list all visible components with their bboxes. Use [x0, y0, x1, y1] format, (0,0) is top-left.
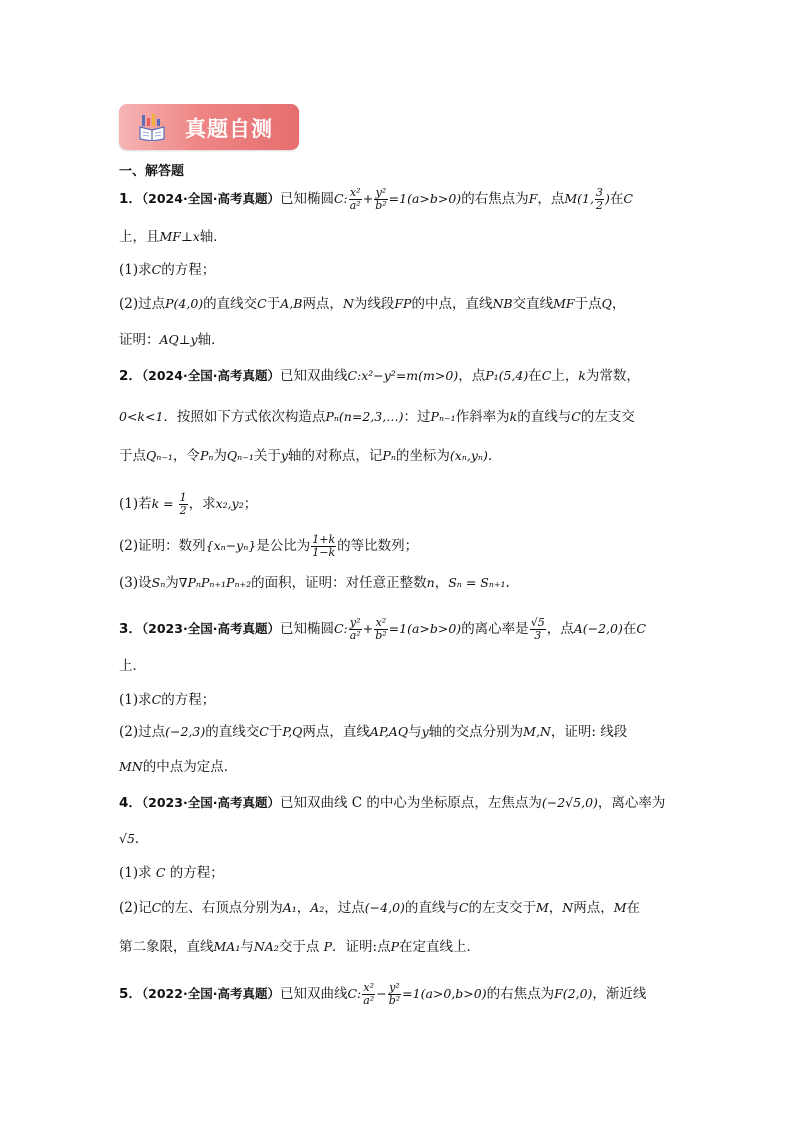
text-line [119, 793, 679, 813]
text-line [119, 656, 679, 676]
text-line [119, 617, 679, 642]
math-expression: (−2,3) [165, 724, 206, 739]
text-span: ：过 [403, 409, 431, 425]
denominator: 2 [179, 504, 187, 517]
denominator: b² [388, 994, 401, 1007]
text-span: 于点 [574, 296, 602, 312]
denominator: b² [375, 629, 387, 642]
text-span: 的等比数列； [337, 538, 419, 554]
text-span: ，点 [537, 191, 565, 207]
text-span: 于 [266, 296, 281, 312]
math-expression: y [421, 724, 429, 739]
math-expression: A(−2,0) [573, 621, 623, 636]
math-expression: =1(a>0,b>0) [402, 986, 487, 1001]
math-expression: A,B [280, 296, 303, 311]
text-span: ． [134, 831, 149, 847]
text-line [119, 722, 679, 742]
text-span: 于 [268, 724, 283, 740]
math-expression: =1(a>b>0) [388, 191, 462, 206]
math-expression: C [458, 900, 469, 915]
text-line [119, 492, 679, 517]
text-span: (3)设 [119, 575, 152, 591]
text-span: ，求 [188, 496, 216, 512]
numerator: x² [349, 186, 361, 199]
denominator: a² [349, 199, 361, 212]
text-span: 与 [408, 724, 422, 740]
text-span: 交于点 [278, 939, 324, 955]
math-expression: AQ⊥y [159, 332, 198, 347]
text-span: . [487, 448, 493, 464]
text-span: (2)过点 [119, 724, 166, 740]
problem-source: （2024·全国·高考真题） [141, 368, 280, 383]
text-span: 交直线 [512, 296, 554, 312]
text-span: 轴． [197, 332, 225, 348]
text-span: 作斜率为 [455, 409, 510, 425]
text-span: 轴． [199, 229, 227, 245]
text-span: 轴的对称点，记 [287, 448, 383, 464]
math-expression: MN [119, 759, 143, 774]
math-expression: + [362, 191, 374, 206]
math-expression: MF [553, 296, 575, 311]
math-expression: F(2,0) [554, 986, 593, 1001]
problem-number: 3． [119, 621, 142, 637]
text-span: . [505, 575, 510, 591]
math-expression: C [257, 296, 267, 311]
text-span: ，过点 [324, 900, 365, 916]
text-span: (2)证明：数列 [119, 538, 206, 554]
math-expression: C [151, 900, 162, 915]
text-line [119, 366, 679, 386]
book-chart-icon [139, 113, 165, 141]
math-expression: (xₙ,yₙ) [449, 448, 488, 463]
numerator: y² [389, 981, 400, 994]
math-expression: M [613, 900, 627, 915]
math-expression: Q [601, 296, 612, 311]
text-span: (1)求 [119, 865, 156, 881]
fraction [530, 617, 546, 642]
text-span: 第二象限，直线 [119, 939, 214, 955]
denominator: 3 [530, 629, 546, 642]
math-expression: M(1, [564, 191, 594, 206]
math-expression: ∇PₙPₙ₊₁Pₙ₊₂ [178, 575, 252, 590]
math-expression: AP,AQ [369, 724, 409, 739]
math-expression: NB [492, 296, 513, 311]
section-title-badge [119, 104, 299, 150]
text-line [119, 898, 679, 918]
text-span: 在定直线上． [399, 939, 481, 955]
text-span: 的直线交 [205, 724, 260, 740]
text-span: (2)过点 [119, 296, 166, 312]
text-span: 的左支交于 [468, 900, 536, 916]
math-expression: P [323, 939, 333, 954]
text-span: ； [243, 496, 258, 512]
text-span: 关于 [253, 448, 281, 464]
text-line [119, 294, 679, 314]
math-expression: Pₙ₋₁ [430, 409, 456, 424]
math-expression: Pₙ [199, 448, 214, 463]
problem-number: 1． [119, 191, 142, 207]
math-expression: Qₙ₋₁ [146, 448, 173, 463]
text-span: 的方程； [161, 692, 216, 708]
math-expression: y [280, 448, 288, 463]
numerator: 1+k [312, 533, 336, 546]
problem-source: （2023·全国·高考真题） [141, 621, 280, 636]
text-span: 轴的交点分别为 [428, 724, 524, 740]
denominator: b² [375, 199, 387, 212]
text-span: 在 [622, 621, 637, 637]
text-span: 的面积，证明：对任意正整数 [251, 575, 427, 591]
text-span: 已知椭圆 [279, 621, 334, 637]
math-expression: Sₙ [151, 575, 166, 590]
fraction [374, 617, 387, 642]
problem-source: （2022·全国·高考真题） [141, 986, 280, 1001]
text-span: 为 [165, 575, 179, 591]
text-line [119, 407, 679, 427]
text-span: ．按照如下方式依次构造点 [163, 409, 326, 425]
text-line [119, 227, 679, 247]
text-span: 的离心率是 [461, 621, 529, 637]
numerator: x² [363, 981, 375, 994]
text-span: 是公比为 [256, 538, 311, 554]
math-expression: NA₂ [253, 939, 279, 954]
text-span: ， [611, 296, 626, 312]
math-expression: + [362, 621, 374, 636]
math-expression: Pₙ(n=2,3,…) [325, 409, 404, 424]
numerator: x² [375, 616, 387, 629]
math-expression: 0<k<1 [119, 409, 164, 424]
math-expression: A₂ [310, 900, 325, 915]
text-span: 为线段 [353, 296, 395, 312]
text-line [119, 863, 679, 883]
fraction [179, 492, 188, 517]
text-span: 与 [240, 939, 254, 955]
text-span: 的右焦点为 [486, 986, 555, 1002]
text-span: ，离心率为 [597, 795, 666, 811]
math-expression: F [528, 191, 538, 206]
text-line [119, 982, 679, 1007]
problem-number: 2． [119, 368, 142, 384]
text-span: 已知双曲线 [279, 368, 348, 384]
text-span: ，点 [458, 368, 486, 384]
math-expression: k [578, 368, 586, 383]
problem-source: （2024·全国·高考真题） [141, 191, 280, 206]
text-span: ， [548, 900, 563, 916]
text-span: 在 [609, 191, 624, 207]
numerator: y² [349, 616, 361, 629]
text-span: 的中点为定点． [142, 759, 238, 775]
text-span: 于点 [119, 448, 146, 464]
text-span: 的左、右顶点分别为 [161, 900, 283, 916]
text-span: 两点， [302, 296, 343, 312]
text-line [119, 757, 679, 777]
text-line [119, 534, 679, 559]
text-span: 为常数， [585, 368, 640, 384]
math-expression: C [151, 262, 162, 277]
math-expression: P,Q [282, 724, 303, 739]
math-expression: C: [333, 191, 348, 206]
text-span: 已知椭圆 [279, 191, 334, 207]
math-expression: =1(a>b>0) [388, 621, 462, 636]
text-span: 的方程； [161, 262, 216, 278]
text-span: (2)记 [119, 900, 152, 916]
text-span: ， [296, 900, 311, 916]
text-span: 两点，直线 [302, 724, 370, 740]
math-expression: (−2√5,0) [541, 795, 598, 810]
text-span: (1)求 [119, 692, 152, 708]
math-expression: N [562, 900, 574, 915]
fraction [349, 187, 362, 212]
math-expression: {xₙ−yₙ} [205, 538, 257, 553]
text-span: 的左支交 [580, 409, 635, 425]
text-line [119, 330, 679, 350]
fraction [362, 982, 375, 1007]
numerator: √5 [530, 616, 545, 629]
text-span: (1)求 [119, 262, 152, 278]
text-span: ， [434, 575, 449, 591]
problem-source: （2023·全国·高考真题） [141, 795, 280, 810]
text-span: ，证明: 线段 [550, 724, 628, 740]
text-span: 已知双曲线 [279, 986, 348, 1002]
math-expression: MA₁ [213, 939, 241, 954]
text-span: 的方程； [165, 865, 224, 881]
math-expression: ) [604, 191, 610, 206]
denominator: a² [349, 629, 361, 642]
text-span: 已知双曲线 C 的中心为坐标原点，左焦点为 [279, 795, 542, 811]
text-span: 两点， [573, 900, 614, 916]
denominator: 1−k [312, 546, 336, 559]
fraction [388, 982, 401, 1007]
text-line [119, 937, 679, 957]
section-title: 真题自测 [185, 117, 273, 141]
text-span: 的直线与 [517, 409, 572, 425]
math-expression: C [571, 409, 581, 424]
math-expression: P₁(5,4) [485, 368, 529, 383]
math-expression: A₁ [282, 900, 297, 915]
fraction [349, 617, 362, 642]
text-span: ，渐近线 [592, 986, 647, 1002]
problem-number: 4． [119, 795, 142, 811]
problem-number: 5． [119, 986, 142, 1002]
text-span: 证明： [119, 332, 160, 348]
math-expression: C [636, 621, 646, 636]
text-line [119, 187, 679, 212]
math-expression: − [376, 986, 387, 1001]
math-expression: M [535, 900, 549, 915]
math-expression: (−4,0) [364, 900, 405, 915]
text-span: 在 [528, 368, 542, 384]
denominator: a² [363, 994, 375, 1007]
text-line [119, 573, 679, 593]
text-span: 上． [119, 658, 146, 674]
numerator: 1 [179, 491, 187, 504]
math-expression: P(4,0) [165, 296, 204, 311]
math-expression: MF⊥x [159, 229, 200, 244]
math-expression: M,N [523, 724, 551, 739]
text-span: 的中点，直线 [411, 296, 493, 312]
math-expression: k [509, 409, 518, 424]
math-expression: FP [394, 296, 412, 311]
text-span: 的坐标为 [395, 448, 450, 464]
math-expression: C [259, 724, 269, 739]
text-span: (1)若 [119, 496, 152, 512]
math-expression: P [390, 939, 400, 954]
text-line [119, 829, 679, 849]
math-expression: C [541, 368, 552, 383]
numerator: 3 [595, 186, 603, 199]
math-expression: N [342, 296, 354, 311]
text-span: ．证明:点 [332, 939, 391, 955]
text-span: 为 [213, 448, 227, 464]
math-expression: Qₙ₋₁ [226, 448, 254, 463]
fraction [595, 187, 604, 212]
text-span: 上， [551, 368, 579, 384]
text-span: 在 [626, 900, 641, 916]
math-expression: Pₙ [382, 448, 396, 463]
math-expression: C [155, 865, 166, 880]
text-span: 的直线交 [203, 296, 258, 312]
math-expression: x₂,y₂ [215, 496, 244, 511]
numerator: y² [375, 186, 387, 199]
text-span: 的右焦点为 [461, 191, 529, 207]
text-span: ，令 [172, 448, 200, 464]
text-line [119, 260, 679, 280]
denominator: 2 [595, 199, 603, 212]
text-line [119, 690, 679, 710]
math-expression: C [623, 191, 633, 206]
math-expression: k = [151, 496, 178, 511]
fraction [311, 534, 336, 559]
math-expression: Sₙ = Sₙ₊₁ [448, 575, 506, 590]
text-span: 的直线与 [404, 900, 459, 916]
math-expression: C: [347, 986, 362, 1001]
question-type-heading: 一、解答题 [119, 164, 185, 179]
math-expression: C:x²−y²=m(m>0) [347, 368, 459, 383]
math-expression: C: [333, 621, 348, 636]
math-expression: √5 [119, 831, 135, 846]
math-expression: n [426, 575, 435, 590]
text-line [119, 446, 679, 466]
math-expression: C [151, 692, 162, 707]
fraction [374, 187, 387, 212]
text-span: ，点 [546, 621, 574, 637]
text-span: 上，且 [119, 229, 160, 245]
